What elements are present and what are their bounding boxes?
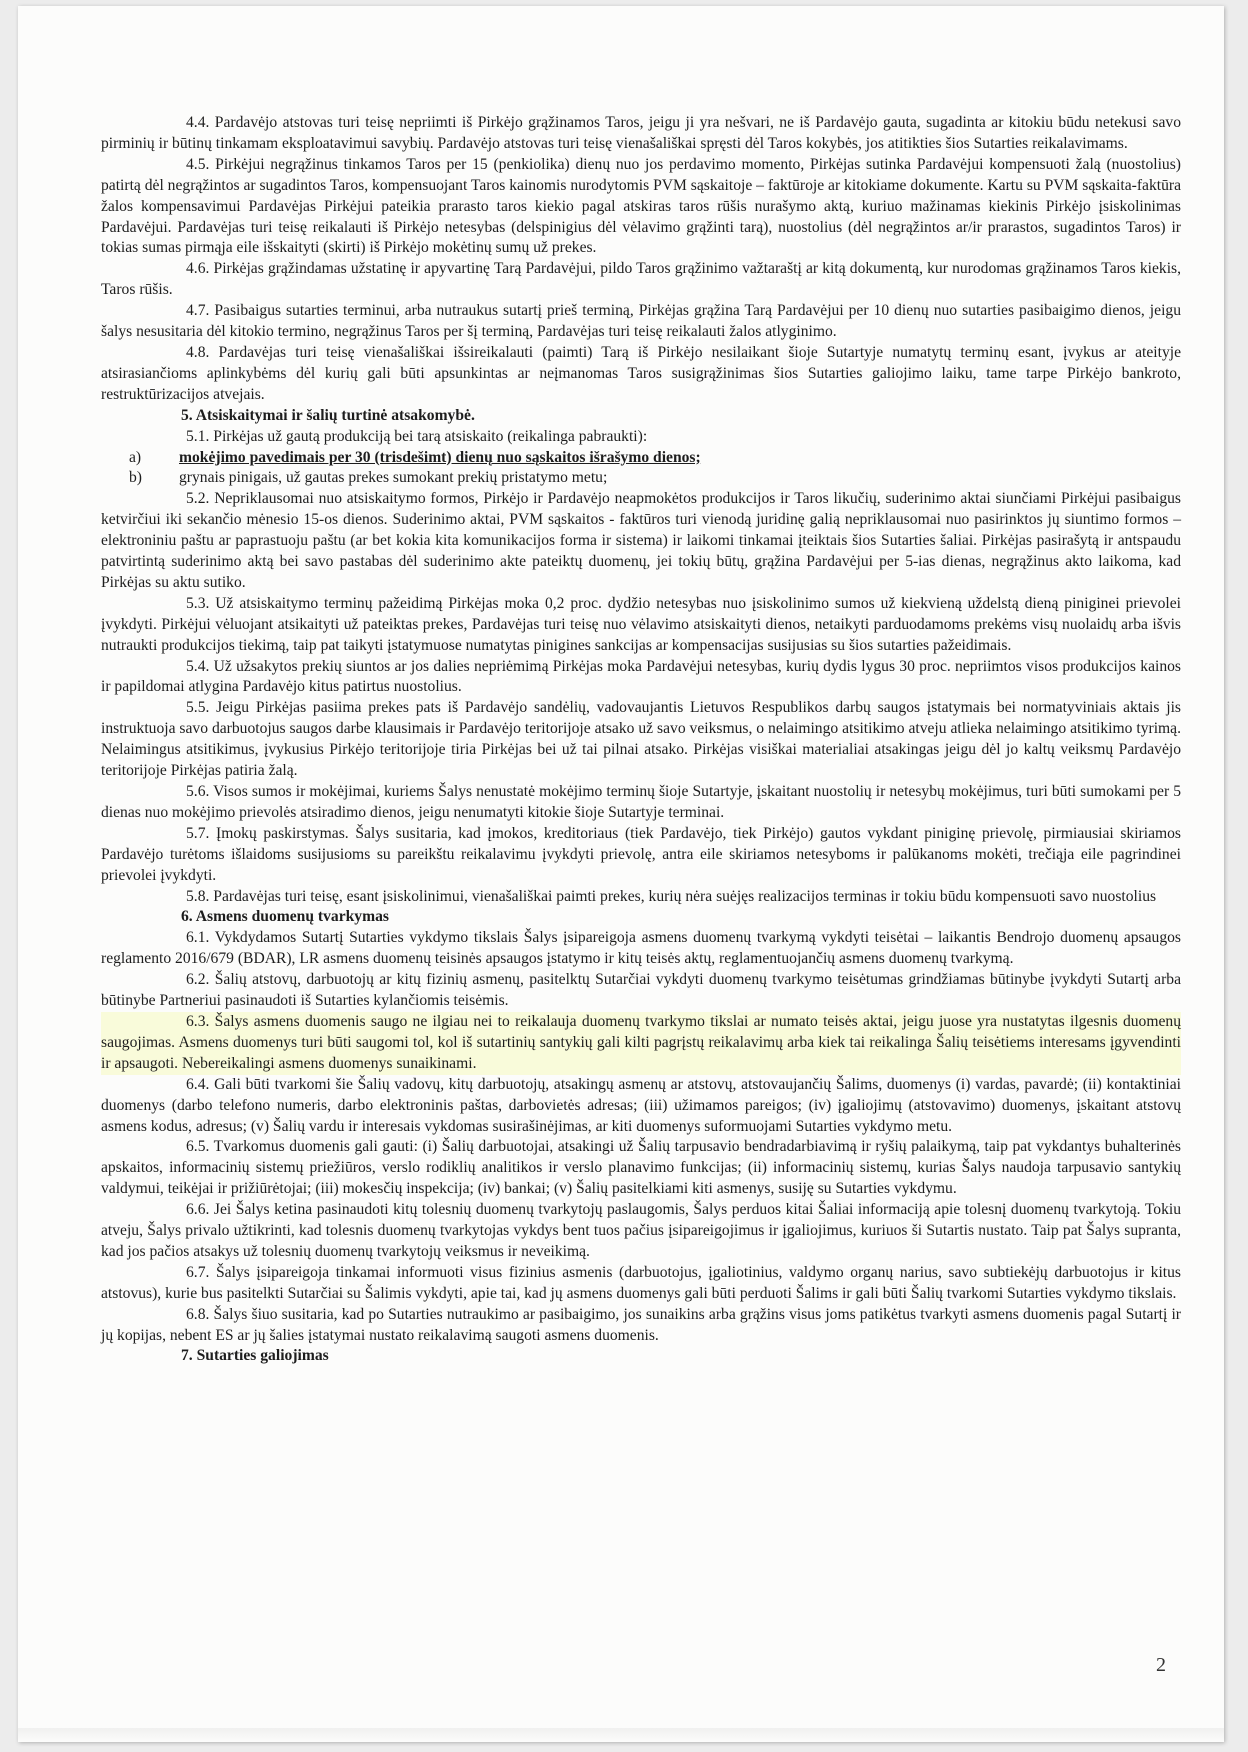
payment-option-a: [101, 448, 1181, 469]
page-bottom-edge: [18, 1728, 1224, 1742]
paragraph-5-1: 5.1. Pirkėjas už gautą produkciją bei tarą atsiskaito (reikalinga pabraukti):: [186, 427, 648, 445]
paragraph-5-5: 5.5. Jeigu Pirkėjas pasiima prekes pats iš Pardavėjo sandėlių, vadovaujantis Lietuvos Respublikos darbų saugos įstatymais bei normatyviniais aktais jis instruktuoja savo darbuotojus saugos darbe klausimais ir Pardavėjo teritorijoje atsako už savo veiksmus, o nelaimingo atsitikimo atveju atlieka nelaimingo atsitikimo tyrimą. Nelaimingus atsitikimus, įvykusius Pirkėjo teritorijoje tiria Pirkėjas bei už tai pilnai atsako. Pirkėjas visiškai materialiai atsakingas jeigu dėl jo kaltų veiksmų Pardavėjo teritorijoje Pirkėjas patiria žalą.: [101, 699, 1181, 780]
paragraph-4-7: 4.7. Pasibaigus sutarties terminui, arba nutraukus sutartį prieš terminą, Pirkėjas grąžina Tarą Pardavėjui per 10 dienų nuo sutarties pasibaigimo dienos, jeigu šalys nesusitaria dėl kitokio termino, negrąžinus Taros per šį terminą, Pardavėjas turi teisę reikalauti žalos atlyginimo.: [101, 302, 1181, 341]
section-5-heading: 5. Atsiskaitymai ir šalių turtinė atsakomybė.: [181, 406, 475, 424]
paragraph-5-4: 5.4. Už užsakytos prekių siuntos ar jos dalies nepriėmimą Pirkėjas moka Pardavėjui netesybas, kurių dydis lygus 30 proc. nepriimtos visos produkcijos kainos ir papildomai atlygina Pardavėjo kitus patirtus nuostolius.: [101, 657, 1181, 696]
paragraph-5-2: 5.2. Nepriklausomai nuo atsiskaitymo formos, Pirkėjo ir Pardavėjo neapmokėtos produkcijos ir Taros likučių, suderinimo aktai siunčiami Pirkėjui pasibaigus ketvirčiui iki sekančio mėnesio 15-os dienos. Suderinimo aktai, PVM sąskaitos - faktūros turi vienodą juridinę galią nepriklausomai nuo pasirinktos jų siuntimo formos – elektroniniu paštu ar paprastuoju paštu (ar bet kokia kita komunikacijos forma ir sistema) ir laikomi tinkamai įteiktais šios Sutarties šaliai. Pirkėjas pasirašytą ir antspaudu patvirtintą suderinimo aktą bei savo pastabas dėl suderinimo akte pateiktų duomenų, jei tokių būtų, grąžina Pardavėjui per 5-ias dienas, negrąžinus akto laikoma, kad Pirkėjas su aktu sutiko.: [101, 490, 1181, 591]
page-number: 2: [1156, 1654, 1166, 1676]
paragraph-6-5: 6.5. Tvarkomus duomenis gali gauti: (i) Šalių darbuotojai, atsakingi už Šalių tarpusavio bendradarbiavimą ir ryšių palaikymą, taip pat vykdantys buhalterinės apskaitos, informacinių sistemų priežiūros, verslo rodiklių analitikos ir verslo planavimo funkcijas; (ii) informacinių sistemų, kurias Šalys naudoja tarpusavio santykių valdymui, teikėjai ir prižiūrėtojai; (iii) mokesčių inspekcija; (iv) bankai; (v) Šalių pasitelkiami kiti asmenys, susiję su Sutarties vykdymu.: [101, 1138, 1181, 1198]
paragraph-6-1: 6.1. Vykdydamos Sutartį Sutarties vykdymo tikslais Šalys įsipareigoja asmens duomenų tvarkymą vykdyti teisėtai – laikantis Bendrojo duomenų apsaugos reglamento 2016/679 (BDAR), LR asmens duomenų teisinės apsaugos įstatymo ir kitų teisės aktų, reglamentuojančių asmens duomenų tvarkymą.: [101, 929, 1181, 968]
paragraph-6-4: 6.4. Gali būti tvarkomi šie Šalių vadovų, kitų darbuotojų, atsakingų asmenų ar atstovų, atstovaujančių Šalims, duomenys (i) vardas, pavardė; (ii) kontaktiniai duomenys (darbo telefono numeris, darbo elektroninis paštas, darbovietės adresas; (iii) užimamos pareigos; (iv) įgaliojimų (atstovavimo) duomenys, įskaitant atstovų asmens kodus, adresus; (v) Šalių vardu ir interesais vykdomas susirašinėjimas, ar kiti duomenys suformuojami Sutarties vykdymo metu.: [101, 1075, 1181, 1135]
paragraph-5-7: 5.7. Įmokų paskirstymas. Šalys susitaria, kad įmokos, kreditoriaus (tiek Pardavėjo, tiek Pirkėjo) gautos vykdant piniginę prievolę, pirmiausiai skiriamos Pardavėjo turėtoms išlaidoms susijusioms su pareikštu reikalavimu įvykdyti prievolę, antra eile skiriamos netesyboms ir palūkanoms mokėti, trečiąja eile pagrindinei prievolei įvykdyti.: [101, 824, 1181, 884]
paragraph-6-8: 6.8. Šalys šiuo susitaria, kad po Sutarties nutraukimo ar pasibaigimo, jos sunaikins arba grąžins visus joms patikėtus tvarkyti asmens duomenis pagal Sutartį ir jų kopijas, nebent ES ar jų šalies įstatymai nustato reikalavimą saugoti asmens duomenis.: [101, 1305, 1181, 1344]
section-7-heading: 7. Sutarties galiojimas: [181, 1347, 329, 1365]
section-6-heading: 6. Asmens duomenų tvarkymas: [181, 908, 389, 926]
paragraph-6-2: 6.2. Šalių atstovų, darbuotojų ar kitų fizinių asmenų, pasitelktų Sutarčiai vykdyti duomenų tvarkymo teisėtumas grindžiamas būtinybe įvykdyti Sutartį arba būtinybe Partneriui pasinaudoti iš Sutarties kylančiomis teisėmis.: [101, 971, 1181, 1010]
document-page: [18, 6, 1224, 1742]
paragraph-4-8: 4.8. Pardavėjas turi teisę vienašališkai išsireikalauti (paimti) Tarą iš Pirkėjo nesilaikant šioje Sutartyje numatytų terminų esant, įvykus ar ateityje atsirasiančioms aplinkybėms dėl kurių gali būti apsunkintas ar neįmanomas Taros susigrąžinimas šios Sutarties galiojimo laiku, tame tarpe Pirkėjo bankroto, restruktūrizacijos atvejais.: [101, 343, 1181, 403]
option-a-letter: a): [129, 448, 142, 466]
paragraph-6-6: 6.6. Jei Šalys ketina pasinaudoti kitų tolesnių duomenų tvarkytojų paslaugomis, Šalys perduos kitai Šaliai informaciją apie tolesnį duomenų tvarkytoją. Tokiu atveju, Šalys privalo užtikrinti, kad tolesnis duomenų tvarkytojas vykdys bent tuos pačius įsipareigojimus ir įgaliojimus, kuriuos ši Sutartis nustato. Taip pat Šalys supranta, kad jos pačios atsakys už tolesnių duomenų tvarkytojų veiksmus ir neveikimą.: [101, 1201, 1181, 1260]
paragraph-6-7: 6.7. Šalys įsipareigoja tinkamai informuoti visus fizinius asmenis (darbuotojus, įgaliotinius, valdymo organų narius, savo subtiekėjų darbuotojus ir kitus atstovus), kurie bus pasitelkti Sutarčiai su Šalimis vykdyti, apie tai, kad jų asmens duomenys gali būti perduoti Šalims ir gali būti Šalių tvarkomi Sutarties vykdymo tikslais.: [101, 1263, 1181, 1302]
paragraph-5-3: 5.3. Už atsiskaitymo terminų pažeidimą Pirkėjas moka 0,2 proc. dydžio netesybas nuo įsiskolinimo sumos už kiekvieną uždelstą dieną piniginei prievolei įvykdyti. Pirkėjui vėluojant atsikaityti už pateiktas prekes, Pardavėjas turi teisę nuo vėlavimo atsiskaityti dienos, netaikyti parduodamoms prekėms visų nuolaidų arba išvis nutraukti produkcijos tiekimą, taip pat taikyti įstatymuose numatytas pinigines sankcijas ar kompensacijas susijusias su šios sutarties pažeidimais.: [101, 594, 1181, 654]
paragraph-4-5: 4.5. Pirkėjui negrąžinus tinkamos Taros per 15 (penkiolika) dienų nuo jos perdavimo momento, Pirkėjas sutinka Pardavėjui kompensuoti žalą (nuostolius) patirtą dėl negrąžintos ar sugadintos Taros, kompensuojant Taros kainomis nurodytomis PVM sąskaitoje – faktūroje ar kitokiame dokumente. Kartu su PVM sąskaita-faktūra žalos kompensavimui Pardavėjas Pirkėjui pateikia prarasto taros kiekio pagal atskiras taros rūšis nurašymo aktą, kuriuo mažinamas kiekinis Pirkėjo įsiskolinimas Pardavėjui. Pardavėjas turi teisę reikalauti iš Pirkėjo netesybas (delspinigius dėl vėlavimo grąžinti tarą), nuostolius (dėl negrąžintos ar/ir prarastos, sugadintos Taros) ir tokias sumas pirmąja eile išskaityti (skirti) iš Pirkėjo mokėtinų sumų už prekes.: [101, 155, 1181, 257]
paragraph-4-4: 4.4. Pardavėjo atstovas turi teisę nepriimti iš Pirkėjo grąžinamos Taros, jeigu ji yra nešvari, ne iš Pardavėjo gauta, sugadinta ar kitokiu būdu netekusi savo pirminių ir būtinų tinkamam eksploatavimui savybių. Pardavėjo atstovas turi teisę vienašališkai spręsti dėl Taros kokybės, jos atitikties šios Sutarties reikalavimams.: [101, 114, 1181, 152]
option-a-text: mokėjimo pavedimais per 30 (trisdešimt) dienų nuo sąskaitos išrašymo dienos;: [179, 448, 701, 466]
payment-option-b: [101, 468, 1181, 489]
paragraph-5-8: 5.8. Pardavėjas turi teisę, esant įsiskolinimui, vienašališkai paimti prekes, kurių nėra suėjęs realizacijos terminas ir tokiu būdu kompensuoti savo nuostolius: [186, 887, 1157, 905]
paragraph-4-6: 4.6. Pirkėjas grąžindamas užstatinę ir apyvartinę Tarą Pardavėjui, pildo Taros grąžinimo važtaraštį ar kitą dokumentą, kur nurodomas grąžinamos Taros kiekis, Taros rūšis.: [101, 260, 1181, 299]
option-b-letter: b): [129, 469, 142, 487]
paragraph-6-3: 6.3. Šalys asmens duomenis saugo ne ilgiau nei to reikalauja duomenų tvarkymo tikslai ar numato teisės aktai, jeigu juose yra nustatytas ilgesnis duomenų saugojimas. Asmens duomenys turi būti saugomi tol, kol iš sutartinių santykių gali kilti pagrįstų reikalavimų arba kiek tai reikalinga Šalių teisėtiems interesams įgyvendinti ir apsaugoti. Nebereikalingi asmens duomenys sunaikinami.: [101, 1012, 1181, 1075]
document-body: [101, 113, 1181, 1367]
paragraph-5-6: 5.6. Visos sumos ir mokėjimai, kuriems Šalys nenustatė mokėjimo terminų šioje Sutartyje, įskaitant nuostolių ir netesybų mokėjimus, turi būti sumokami per 5 dienas nuo mokėjimo prievolės atsiradimo dienos, jeigu nenumatyti kitokie šioje Sutartyje terminai.: [101, 783, 1181, 821]
option-b-text: grynais pinigais, už gautas prekes sumokant prekių pristatymo metu;: [179, 469, 608, 487]
